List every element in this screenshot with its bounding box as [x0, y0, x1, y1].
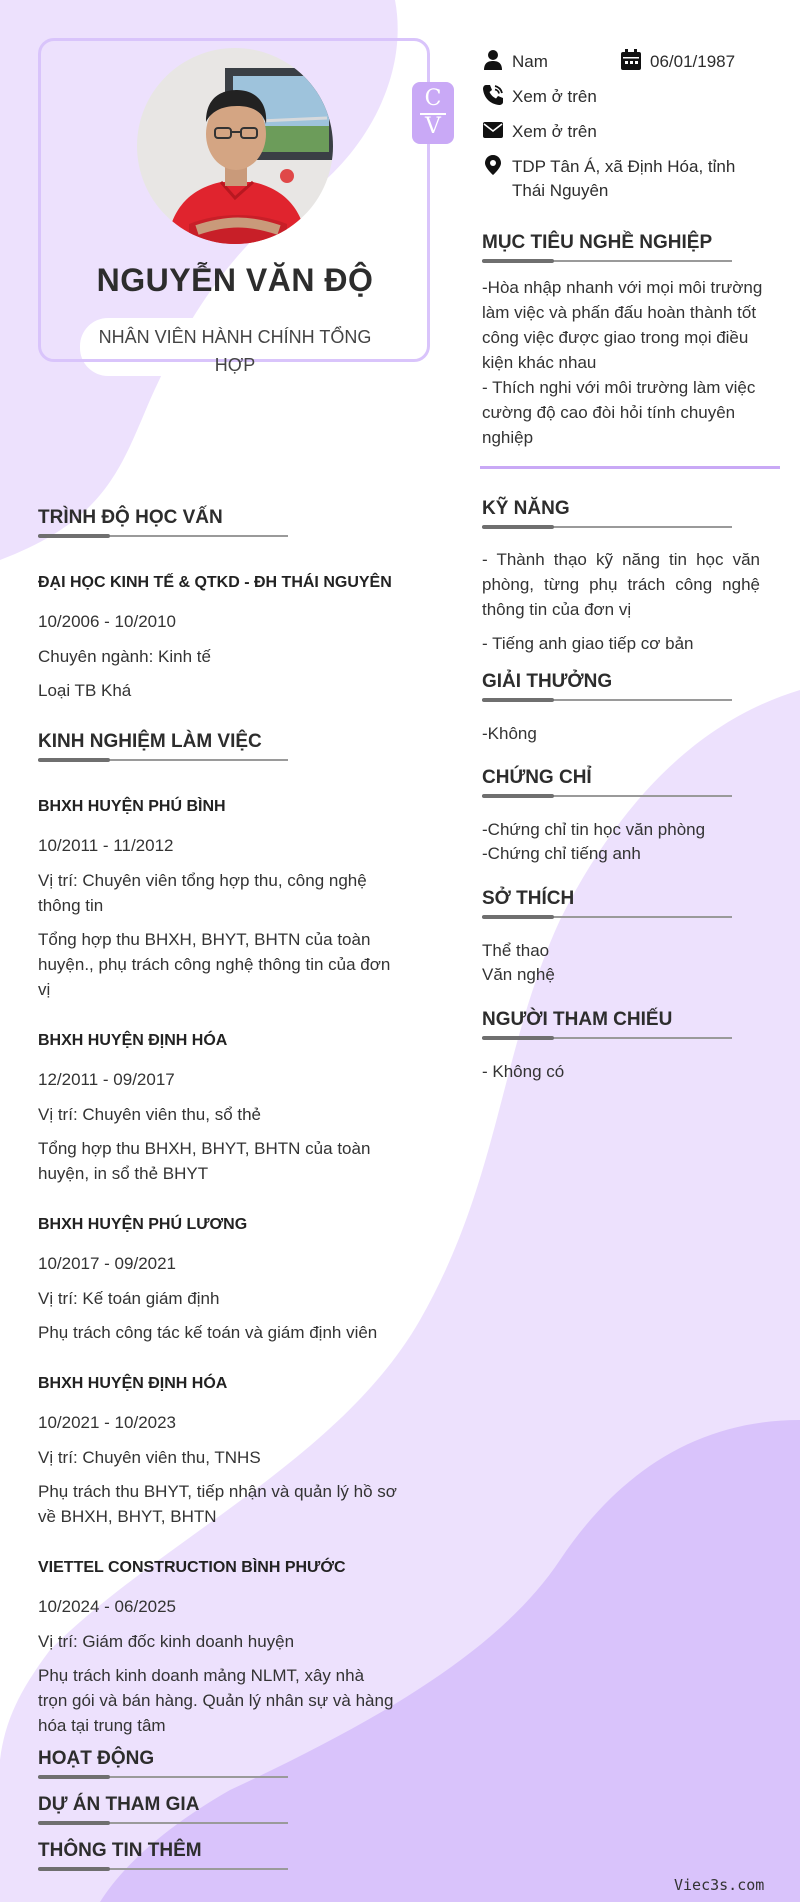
experience-org: VIETTEL CONSTRUCTION BÌNH PHƯỚC	[38, 1559, 346, 1576]
objective-line-1: -Hòa nhập nhanh với mọi môi trường làm việc và phấn đấu hoàn thành tốt công việc được giao trong mọi điều kiện khác nhau	[482, 278, 763, 372]
avatar	[137, 48, 333, 244]
references-title-underline	[482, 1037, 732, 1039]
references-title: NGƯỜI THAM CHIẾU	[482, 1009, 673, 1030]
experience-position: Vị trí: Chuyên viên thu, TNHS	[38, 1448, 261, 1467]
education-school: ĐẠI HỌC KINH TẾ & QTKD - ĐH THÁI NGUYÊN	[38, 574, 392, 591]
hobby-2: Văn nghệ	[482, 965, 555, 984]
candidate-name: NGUYỄN VĂN ĐỘ	[96, 262, 374, 298]
certificates-title: CHỨNG CHỈ	[482, 767, 592, 788]
education-grade: Loại TB Khá	[38, 681, 132, 700]
skills-title-underline	[482, 526, 732, 528]
experience-period: 10/2021 - 10/2023	[38, 1413, 177, 1432]
watermark: Viec3s.com	[674, 1876, 765, 1894]
projects-title: DỰ ÁN THAM GIA	[38, 1794, 200, 1815]
awards-title-underline	[482, 699, 732, 701]
address-value: TDP Tân Á, xã Định Hóa, tỉnh Thái Nguyên	[512, 157, 736, 200]
experience-position: Vị trí: Kế toán giám định	[38, 1289, 220, 1308]
education-title: TRÌNH ĐỘ HỌC VẤN	[38, 507, 223, 528]
hobbies-title: SỞ THÍCH	[482, 888, 575, 909]
birthdate-value: 06/01/1987	[650, 52, 736, 71]
cv-badge-v: V	[425, 114, 441, 139]
person-icon	[482, 49, 504, 71]
experience-period: 10/2017 - 09/2021	[38, 1254, 177, 1273]
hobby-1: Thể thao	[482, 941, 550, 960]
hobbies-title-underline	[482, 916, 732, 918]
certificates-title-underline	[482, 795, 732, 797]
envelope-icon	[482, 119, 504, 141]
experience-position: Vị trí: Chuyên viên thu, sổ thẻ	[38, 1105, 262, 1124]
activities-title-underline	[38, 1776, 288, 1778]
more-info-title-underline	[38, 1868, 288, 1870]
experience-position: Vị trí: Giám đốc kinh doanh huyện	[38, 1632, 295, 1651]
certificate-2: -Chứng chỉ tiếng anh	[482, 844, 641, 863]
education-major: Chuyên ngành: Kinh tế	[38, 647, 211, 666]
references-text: - Không có	[482, 1062, 565, 1081]
experience-period: 12/2011 - 09/2017	[38, 1070, 175, 1089]
experience-org: BHXH HUYỆN PHÚ LƯƠNG	[38, 1216, 248, 1233]
experience-desc: Tổng hợp thu BHXH, BHYT, BHTN của toàn huyện., phụ trách công nghệ thông tin của đơn vị	[38, 930, 391, 999]
experience-org: BHXH HUYỆN ĐỊNH HÓA	[38, 1375, 228, 1392]
phone-value: Xem ở trên	[512, 87, 597, 106]
education-title-underline	[38, 535, 288, 537]
skills-line-1: - Thành thạo kỹ năng tin học văn phòng, từng phụ trách công nghệ thông tin của đơn vị	[482, 550, 760, 619]
cv-badge	[412, 82, 454, 144]
gender-value: Nam	[512, 52, 548, 71]
projects-title-underline	[38, 1822, 288, 1824]
calendar-icon	[620, 49, 642, 71]
experience-desc: Phụ trách công tác kế toán và giám định viên	[38, 1323, 378, 1342]
experience-position: Vị trí: Chuyên viên tổng hợp thu, công nghệ thông tin	[38, 871, 367, 915]
experience-title-underline	[38, 759, 288, 761]
location-pin-icon	[482, 154, 504, 176]
phone-icon	[482, 84, 504, 106]
experience-org: BHXH HUYỆN ĐỊNH HÓA	[38, 1032, 228, 1049]
skills-title: KỸ NĂNG	[482, 498, 570, 519]
email-value: Xem ở trên	[512, 122, 597, 141]
experience-desc: Phụ trách kinh doanh mảng NLMT, xây nhà trọn gói và bán hàng. Quản lý nhân sự và hàng hóa tại trung tâm	[38, 1666, 394, 1735]
education-period: 10/2006 - 10/2010	[38, 612, 177, 631]
certificate-1: -Chứng chỉ tin học văn phòng	[482, 820, 706, 839]
avatar-photo	[137, 48, 333, 244]
more-info-title: THÔNG TIN THÊM	[38, 1840, 202, 1861]
objective-title-underline	[482, 260, 732, 262]
experience-desc: Phụ trách thu BHYT, tiếp nhận và quản lý hồ sơ về BHXH, BHYT, BHTN	[38, 1482, 397, 1526]
experience-title: KINH NGHIỆM LÀM VIỆC	[38, 731, 262, 752]
objective-title: MỤC TIÊU NGHỀ NGHIỆP	[482, 232, 713, 253]
activities-title: HOẠT ĐỘNG	[38, 1748, 155, 1769]
objective-line-2: - Thích nghi với môi trường làm việc cường độ cao đòi hỏi tính chuyên nghiệp	[482, 378, 756, 447]
column-divider	[480, 466, 780, 469]
awards-text: -Không	[482, 724, 537, 743]
skills-line-2: - Tiếng anh giao tiếp cơ bản	[482, 634, 694, 653]
awards-title: GIẢI THƯỞNG	[482, 671, 613, 692]
experience-period: 10/2024 - 06/2025	[38, 1597, 177, 1616]
experience-org: BHXH HUYỆN PHÚ BÌNH	[38, 798, 226, 815]
experience-period: 10/2011 - 11/2012	[38, 836, 174, 855]
experience-desc: Tổng hợp thu BHXH, BHYT, BHTN của toàn huyện, in sổ thẻ BHYT	[38, 1139, 371, 1183]
job-title: NHÂN VIÊN HÀNH CHÍNH TỔNG HỢP	[98, 327, 372, 375]
cv-badge-c: C	[424, 86, 442, 111]
